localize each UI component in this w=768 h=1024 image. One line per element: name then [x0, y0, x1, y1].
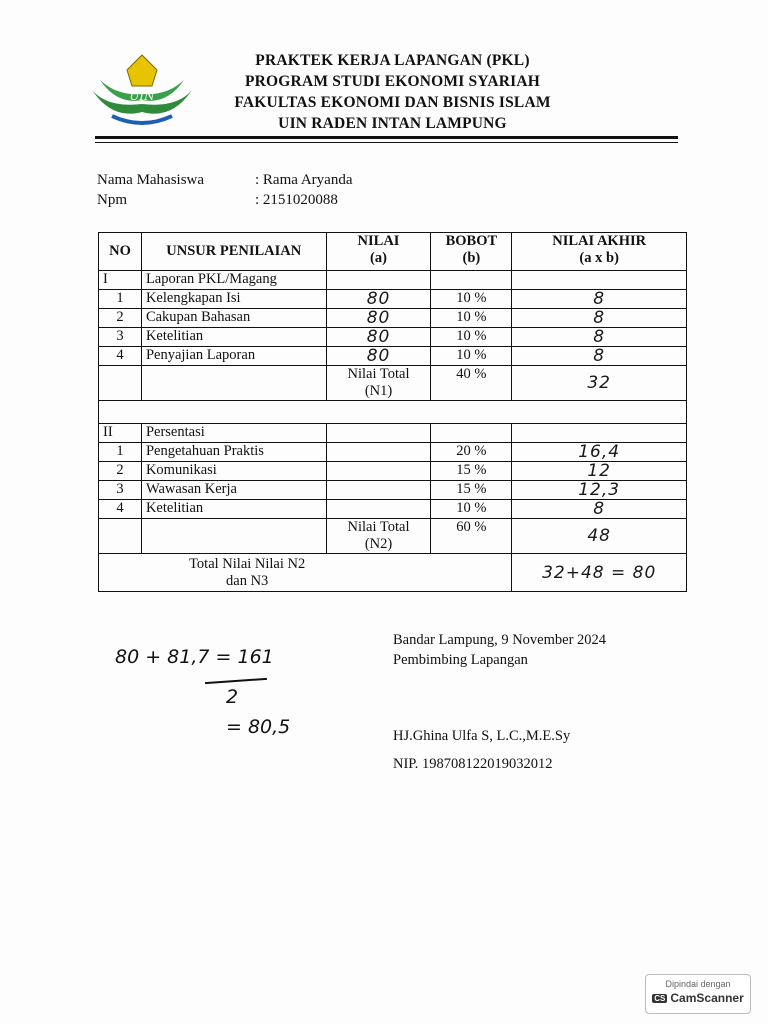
subtotal-bobot: 60 % [431, 519, 512, 554]
header-akhir [512, 233, 687, 271]
camscanner-brand-row [646, 991, 750, 1005]
table-row [99, 328, 687, 347]
row-unsur: Komunikasi [141, 462, 326, 481]
header-nilai-label: NILAI [357, 233, 400, 249]
section-no: II [99, 424, 142, 443]
row-akhir: 8 [512, 309, 687, 328]
row-akhir: 8 [512, 347, 687, 366]
document-header [210, 50, 575, 134]
row-nilai: 80 [326, 309, 431, 328]
row-nilai [326, 462, 431, 481]
header-akhir-sub: (a x b) [579, 250, 619, 266]
table-row [99, 290, 687, 309]
camscanner-brand: CamScanner [670, 991, 744, 1005]
handwritten-calc-line2: 2 [226, 686, 239, 708]
subtotal-label-line1: Nilai Total [347, 519, 410, 535]
row-bobot: 10 % [431, 500, 512, 519]
subtotal-label-line2: (N2) [364, 536, 393, 552]
header-bobot-sub: (b) [462, 250, 481, 266]
subtotal-label-line2: (N1) [364, 383, 393, 399]
row-unsur: Cakupan Bahasan [141, 309, 326, 328]
row-no: 4 [99, 500, 142, 519]
subtotal-row [99, 366, 687, 401]
table-row [99, 500, 687, 519]
camscanner-icon: CS [654, 994, 666, 1004]
subtotal-bobot: 40 % [431, 366, 512, 401]
signatory-role: Pembimbing Lapangan [393, 652, 528, 668]
camscanner-caption: Dipindai dengan [665, 979, 731, 989]
handwritten-calc-line1: 80 + 81,7 = 161 [115, 646, 274, 668]
subtotal-label-line1: Nilai Total [347, 366, 410, 382]
section-title: Persentasi [141, 424, 326, 443]
header-line-4: UIN RADEN INTAN LAMPUNG [278, 115, 507, 132]
header-bobot [431, 233, 512, 271]
row-bobot: 10 % [431, 328, 512, 347]
logo-text: UIN [129, 89, 155, 103]
header-divider-thick [95, 136, 678, 139]
section-no: I [99, 271, 142, 290]
row-akhir: 12 [512, 462, 687, 481]
row-unsur: Ketelitian [141, 500, 326, 519]
table-row [99, 481, 687, 500]
row-nilai [326, 481, 431, 500]
student-npm-row [97, 190, 338, 210]
row-unsur: Wawasan Kerja [141, 481, 326, 500]
header-line-3: FAKULTAS EKONOMI DAN BISNIS ISLAM [234, 94, 551, 111]
header-nilai-sub: (a) [370, 250, 387, 266]
row-akhir: 12,3 [512, 481, 687, 500]
header-no: NO [99, 233, 142, 271]
grand-total-label-line2: dan N3 [226, 572, 269, 589]
row-nilai: 80 [326, 347, 431, 366]
handwritten-calc-line3: = 80,5 [226, 716, 291, 738]
table-row [99, 443, 687, 462]
row-no: 3 [99, 328, 142, 347]
student-npm-label: Npm [97, 192, 127, 208]
spacer-row [99, 401, 687, 424]
grand-total-label [99, 554, 512, 592]
grand-total-value: 32+48 = 80 [512, 554, 687, 592]
row-no: 1 [99, 290, 142, 309]
header-divider-thin [95, 142, 678, 143]
row-unsur: Penyajian Laporan [141, 347, 326, 366]
uin-logo-icon [82, 50, 202, 130]
section-title: Laporan PKL/Magang [141, 271, 326, 290]
row-no: 3 [99, 481, 142, 500]
header-bobot-label: BOBOT [445, 233, 498, 249]
subtotal-akhir: 32 [512, 366, 687, 401]
row-unsur: Pengetahuan Praktis [141, 443, 326, 462]
grades-table [98, 232, 687, 592]
signatory-name: HJ.Ghina Ulfa S, L.C.,M.E.Sy [393, 728, 571, 744]
row-akhir: 8 [512, 290, 687, 309]
table-row [99, 347, 687, 366]
signatory-nip: NIP. 198708122019032012 [393, 756, 553, 772]
row-no: 1 [99, 443, 142, 462]
row-bobot: 20 % [431, 443, 512, 462]
row-no: 4 [99, 347, 142, 366]
grand-total-row [99, 554, 687, 592]
grand-total-label-line1: Total Nilai Nilai N2 [189, 555, 306, 572]
header-line-1: PRAKTEK KERJA LAPANGAN (PKL) [255, 52, 530, 69]
section-row [99, 424, 687, 443]
row-nilai [326, 443, 431, 462]
header-nilai [326, 233, 431, 271]
camscanner-badge [645, 974, 751, 1014]
header-akhir-label: NILAI AKHIR [552, 233, 647, 249]
subtotal-label [326, 366, 431, 401]
table-row [99, 309, 687, 328]
row-no: 2 [99, 462, 142, 481]
student-name-value: : Rama Aryanda [255, 172, 353, 188]
student-name-label: Nama Mahasiswa [97, 172, 205, 188]
section-row [99, 271, 687, 290]
header-line-2: PROGRAM STUDI EKONOMI SYARIAH [244, 73, 541, 90]
row-akhir: 16,4 [512, 443, 687, 462]
subtotal-akhir: 48 [512, 519, 687, 554]
table-row [99, 462, 687, 481]
row-bobot: 10 % [431, 290, 512, 309]
row-no: 2 [99, 309, 142, 328]
place-date: Bandar Lampung, 9 November 2024 [393, 632, 607, 648]
subtotal-label [326, 519, 431, 554]
row-unsur: Kelengkapan Isi [141, 290, 326, 309]
header-unsur: UNSUR PENILAIAN [141, 233, 326, 271]
row-bobot: 15 % [431, 462, 512, 481]
row-nilai: 80 [326, 290, 431, 309]
table-header-row [99, 233, 687, 271]
row-unsur: Ketelitian [141, 328, 326, 347]
row-nilai [326, 500, 431, 519]
row-akhir: 8 [512, 500, 687, 519]
student-npm-value: : 2151020088 [255, 192, 338, 208]
row-nilai: 80 [326, 328, 431, 347]
subtotal-row [99, 519, 687, 554]
row-bobot: 15 % [431, 481, 512, 500]
row-bobot: 10 % [431, 347, 512, 366]
row-akhir: 8 [512, 328, 687, 347]
student-name-row [97, 170, 352, 190]
row-bobot: 10 % [431, 309, 512, 328]
handwritten-fraction-bar [205, 678, 267, 684]
